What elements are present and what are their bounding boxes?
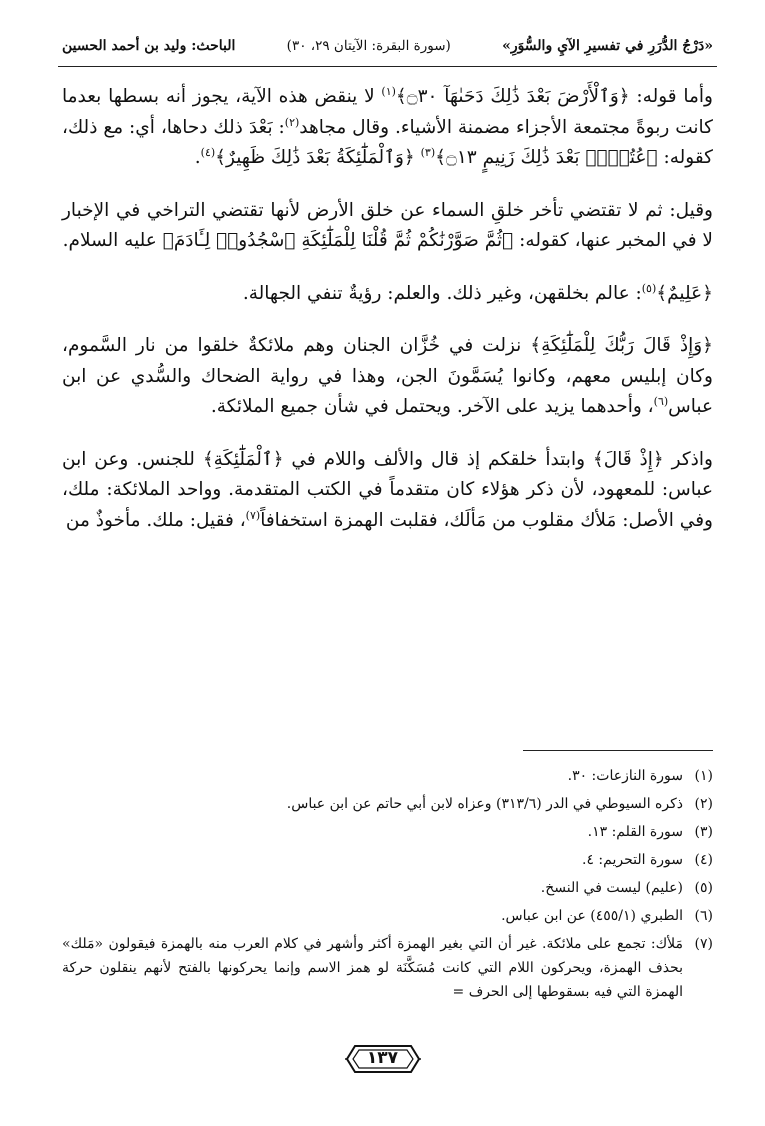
footnote-text: (عليم) ليست في النسخ.	[540, 880, 683, 896]
footnote-number: (٤)	[694, 852, 713, 868]
main-text	[62, 82, 713, 536]
text-run: : عالم بخلقهن، وغير ذلك. والعلم: رؤيةٌ تنفي الجهالة.	[242, 282, 642, 304]
text-run: نزلت في خُزَّان الجنان وهم ملائكةٌ خلقوا من نار السَّموم، وكان إبليس معهم، وكانوا يُسَمَّونَ الجن، وهذا في رواية الضحاك والسُّدي عن ابن عباس	[62, 335, 713, 417]
footnote-ref: (٥)	[641, 281, 657, 295]
header-author: الباحث: وليد بن أحمد الحسين	[62, 38, 236, 54]
footnote-text: مَلأك: تجمع على ملائكة. غير أن التي بغير الهمزة أكثر وأشهر في كلام العرب منه بالهمزة فيقولون «مَلك» بحذف الهمزة، ويحركون اللام التي كانت مُسَكَّنَة لو همز الاسم وإنما يحركونها بالفتح لأنهم ينقلون حركة الهمزة التي فيه بسقوطها إلى الحرف =	[62, 936, 683, 1000]
quran-verse: ﴿وَٱلْمَلَٰٓئِكَةُ بَعْدَ ذَٰلِكَ ظَهِيرٌ﴾	[215, 147, 415, 168]
footnote-ref: (٧)	[245, 508, 261, 522]
footnote-ref: (٤)	[200, 145, 216, 159]
text-run: وأما قوله:	[629, 86, 713, 107]
header-surah-ref: (سورة البقرة: الآيتان ٢٩، ٣٠)	[286, 38, 451, 54]
paragraph-4	[62, 331, 713, 423]
footnote-divider	[523, 750, 713, 751]
paragraph-5	[62, 445, 713, 537]
footnote-number: (٧)	[694, 936, 713, 952]
text-run: للجنس. وعن ابن عباس: للمعهود، لأن ذكر هؤلاء كان متقدماً في الكتب المتقدمة. وواحد الملائكة: ملك، وفي الأصل: مَلأك مقلوب من مَألَك، فقلبت الهمزة استخفافاً	[62, 448, 713, 531]
footnote-ref: (٢)	[284, 115, 300, 129]
running-header	[62, 38, 713, 54]
footnote-number: (١)	[694, 768, 713, 784]
footnote-item	[62, 902, 713, 930]
footnotes-list	[62, 762, 713, 1004]
footnote-item	[62, 874, 713, 902]
footnote-number: (٢)	[694, 796, 713, 812]
quran-verse: ﴿ثُمَّ صَوَّرْنَٰكُمْ ثُمَّ قُلْنَا لِلْمَلَٰٓئِكَةِ ٱسْجُدُوا۟ لِـَٔادَمَ﴾	[162, 230, 514, 251]
text-run: وقيل: ثم لا تقتضي تأخر خلقِ السماء عن خلق الأرض لأنها تقتضي التراخي في الإخبار لا في المخبر عنها، كقوله:	[62, 199, 713, 251]
footnote-item	[62, 846, 713, 874]
paragraph-1	[62, 82, 713, 174]
footnote-text: ذكره السيوطي في الدر (٣١٣/٦) وعزاه لابن أبي حاتم عن ابن عباس.	[286, 796, 683, 812]
footnote-text: سورة التحريم: ٤.	[581, 852, 683, 868]
quran-verse: ﴿عُتُلٍّۭ بَعْدَ ذَٰلِكَ زَنِيمٍ ۝١٣﴾	[435, 147, 658, 168]
page-number-ornament	[345, 1040, 421, 1078]
header-book-title: «دَرْجُ الدُّرَرِ في تفسيرِ الآيِ والسُّوَرِ»	[502, 38, 713, 54]
footnote-item	[62, 790, 713, 818]
text-run: لا ينقض هذه الآية، يجوز أنه بسطها بعدما كانت ربوةً مجتمعة الأجزاء مضمنة الأشياء. وقال مجاهد	[62, 86, 713, 138]
text-run: ، فقيل: ملك. مأخوذٌ من	[65, 509, 246, 531]
page-number: ١٣٧	[366, 1048, 399, 1068]
text-run: .	[194, 147, 201, 168]
quran-verse: ﴿إِذْ قَالَ﴾	[592, 448, 664, 470]
text-run: وابتدأ خلقكم إذ قال والألف واللام في	[283, 448, 593, 470]
footnote-number: (٦)	[694, 908, 713, 924]
footnote-ref: (٦)	[653, 394, 669, 408]
quran-verse: ﴿وَإِذْ قَالَ رَبُّكَ لِلْمَلَٰٓئِكَةِ﴾	[530, 335, 714, 356]
quran-verse: ﴿وَٱلْأَرْضَ بَعْدَ ذَٰلِكَ دَحَىٰهَآ ۝٣٠﴾	[395, 86, 630, 107]
header-divider	[58, 66, 717, 67]
footnote-number: (٥)	[694, 880, 713, 896]
paragraph-2	[62, 196, 713, 257]
text-run: : بَعْدَ ذلك دحاها، أي: مع ذلك، كقوله:	[62, 116, 713, 168]
text-run: ، وأحدهما يزيد على الآخر. ويحتمل في شأن جميع الملائكة.	[210, 396, 654, 417]
text-run: واذكر	[663, 448, 713, 470]
footnote-item	[62, 930, 713, 1004]
footnote-ref: (١)	[381, 84, 396, 98]
footnote-number: (٣)	[694, 824, 713, 840]
footnote-item	[62, 762, 713, 790]
quran-verse: ﴿عَلِيمٌ﴾	[656, 282, 713, 304]
paragraph-3	[62, 279, 713, 310]
footnote-text: سورة القلم: ١٣.	[587, 824, 683, 840]
footnote-text: الطبري (٤٥٥/١) عن ابن عباس.	[501, 908, 683, 924]
quran-verse: ﴿ٱلْمَلَٰٓئِكَةِ﴾	[202, 448, 284, 470]
text-run: عليه السلام.	[62, 230, 163, 251]
footnote-item	[62, 818, 713, 846]
footnote-text: سورة النازعات: ٣٠.	[567, 768, 683, 784]
footnote-ref: (٣)	[420, 145, 436, 159]
